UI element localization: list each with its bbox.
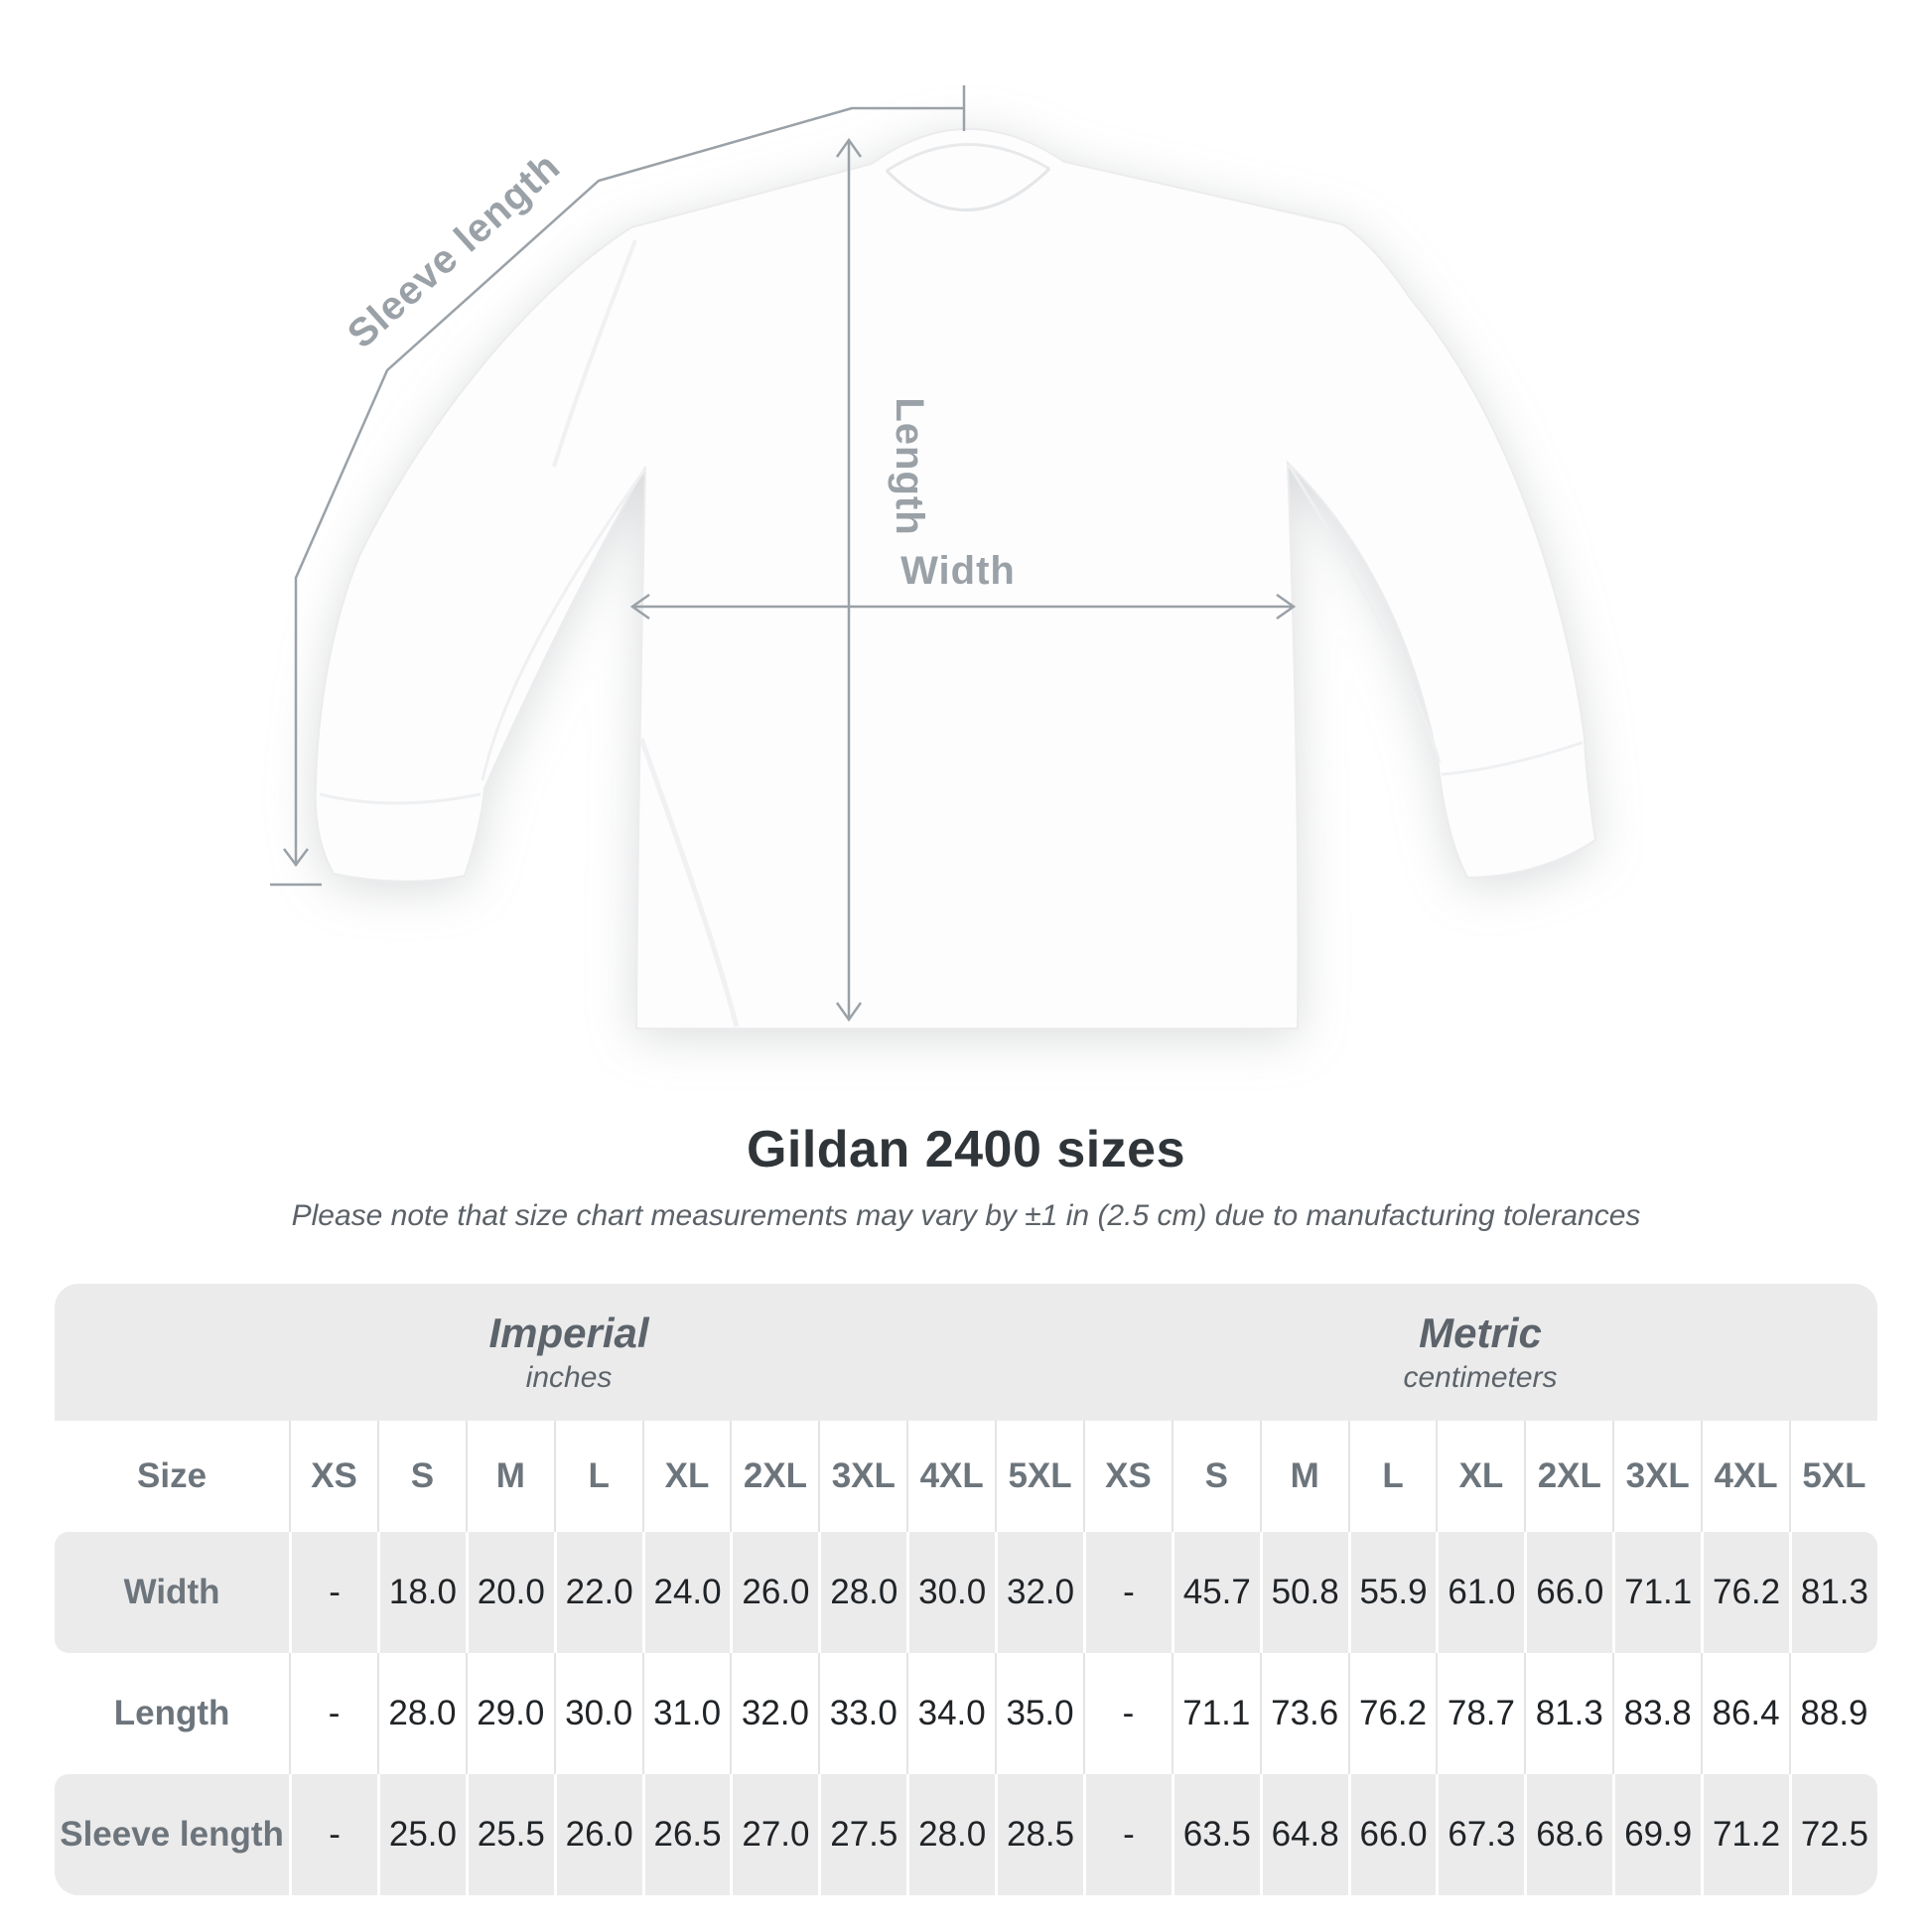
cell-value: 55.9 [1348, 1532, 1437, 1653]
size-header-metric-5xl: 5XL [1789, 1421, 1877, 1532]
cell-value: 63.5 [1172, 1774, 1260, 1895]
size-header-imperial-4xl: 4XL [906, 1421, 995, 1532]
table-row-width [55, 1532, 1877, 1653]
cell-value: 27.0 [730, 1774, 818, 1895]
size-header-imperial-xl: XL [642, 1421, 731, 1532]
table-row-length [55, 1653, 1877, 1774]
table-row-sleeve-length [55, 1774, 1877, 1895]
cell-value: 71.1 [1612, 1532, 1701, 1653]
cell-value: 28.0 [906, 1774, 995, 1895]
row-label: Length [113, 1694, 230, 1732]
size-header-metric-2xl: 2XL [1524, 1421, 1612, 1532]
cell-value: 78.7 [1436, 1653, 1524, 1774]
cell-value: 28.5 [995, 1774, 1083, 1895]
size-header-imperial-xs: XS [289, 1421, 377, 1532]
cell-value: 81.3 [1524, 1653, 1612, 1774]
length-label: Length [888, 397, 931, 536]
size-header-metric-m: M [1260, 1421, 1348, 1532]
cell-value: 28.0 [377, 1653, 466, 1774]
row-label: Width [123, 1573, 220, 1611]
cell-value: - [289, 1532, 377, 1653]
cell-value: 67.3 [1436, 1774, 1524, 1895]
cell-value: 28.0 [818, 1532, 906, 1653]
cell-value: 88.9 [1789, 1653, 1877, 1774]
cell-value: 72.5 [1789, 1774, 1877, 1895]
cell-value: 71.1 [1172, 1653, 1260, 1774]
cell-value: 33.0 [818, 1653, 906, 1774]
cell-value: - [289, 1653, 377, 1774]
cell-value: 25.0 [377, 1774, 466, 1895]
metric-unit: centimeters [1403, 1361, 1558, 1394]
cell-value: 69.9 [1612, 1774, 1701, 1895]
cell-value: 26.0 [730, 1532, 818, 1653]
cell-value: - [1083, 1532, 1172, 1653]
cell-value: 26.5 [642, 1774, 731, 1895]
size-header-imperial-2xl: 2XL [730, 1421, 818, 1532]
cell-value: 76.2 [1348, 1653, 1437, 1774]
cell-value: - [289, 1774, 377, 1895]
cell-value: 24.0 [642, 1532, 731, 1653]
cell-value: - [1083, 1774, 1172, 1895]
cell-value: 18.0 [377, 1532, 466, 1653]
cell-value: 26.0 [554, 1774, 642, 1895]
cell-value: 66.0 [1524, 1532, 1612, 1653]
cell-value: 83.8 [1612, 1653, 1701, 1774]
cell-value: 32.0 [730, 1653, 818, 1774]
size-header-imperial-s: S [377, 1421, 466, 1532]
cell-value: 20.0 [466, 1532, 554, 1653]
row-label: Sleeve length [60, 1815, 284, 1854]
cell-value: 32.0 [995, 1532, 1083, 1653]
cell-value: 34.0 [906, 1653, 995, 1774]
page-title: Gildan 2400 sizes [746, 1121, 1186, 1178]
cell-value: 30.0 [906, 1532, 995, 1653]
page-subtitle: Please note that size chart measurements may vary by ±1 in (2.5 cm) due to manufacturing tolerances [291, 1199, 1641, 1232]
size-header-imperial-l: L [554, 1421, 642, 1532]
cell-value: 76.2 [1701, 1532, 1789, 1653]
cell-value: 73.6 [1260, 1653, 1348, 1774]
table-header-row [55, 1421, 1877, 1532]
size-header-metric-s: S [1172, 1421, 1260, 1532]
cell-value: 86.4 [1701, 1653, 1789, 1774]
cell-value: 30.0 [554, 1653, 642, 1774]
imperial-title: Imperial [488, 1310, 649, 1356]
cell-value: 45.7 [1172, 1532, 1260, 1653]
imperial-unit: inches [525, 1361, 613, 1394]
sleeve-length-label: Sleeve length [339, 144, 569, 357]
imperial-section-header [55, 1284, 1083, 1421]
size-header-metric-4xl: 4XL [1701, 1421, 1789, 1532]
cell-value: 50.8 [1260, 1532, 1348, 1653]
cell-value: 25.5 [466, 1774, 554, 1895]
unit-system-band [55, 1284, 1877, 1421]
cell-value: 29.0 [466, 1653, 554, 1774]
size-header-imperial-5xl: 5XL [995, 1421, 1083, 1532]
cell-value: 22.0 [554, 1532, 642, 1653]
size-header-metric-xs: XS [1083, 1421, 1172, 1532]
metric-section-header [1083, 1284, 1877, 1421]
metric-title: Metric [1419, 1310, 1542, 1356]
size-header-imperial-3xl: 3XL [818, 1421, 906, 1532]
cell-value: - [1083, 1653, 1172, 1774]
size-column-header: Size [137, 1456, 207, 1495]
cell-value: 61.0 [1436, 1532, 1524, 1653]
size-table-card [55, 1284, 1877, 1895]
cell-value: 64.8 [1260, 1774, 1348, 1895]
cell-value: 31.0 [642, 1653, 731, 1774]
cell-value: 81.3 [1789, 1532, 1877, 1653]
size-header-imperial-m: M [466, 1421, 554, 1532]
size-header-metric-3xl: 3XL [1612, 1421, 1701, 1532]
size-header-metric-l: L [1348, 1421, 1437, 1532]
size-table [55, 1421, 1877, 1895]
width-label: Width [900, 549, 1016, 593]
cell-value: 71.2 [1701, 1774, 1789, 1895]
cell-value: 66.0 [1348, 1774, 1437, 1895]
cell-value: 27.5 [818, 1774, 906, 1895]
cell-value: 35.0 [995, 1653, 1083, 1774]
cell-value: 68.6 [1524, 1774, 1612, 1895]
size-header-metric-xl: XL [1436, 1421, 1524, 1532]
